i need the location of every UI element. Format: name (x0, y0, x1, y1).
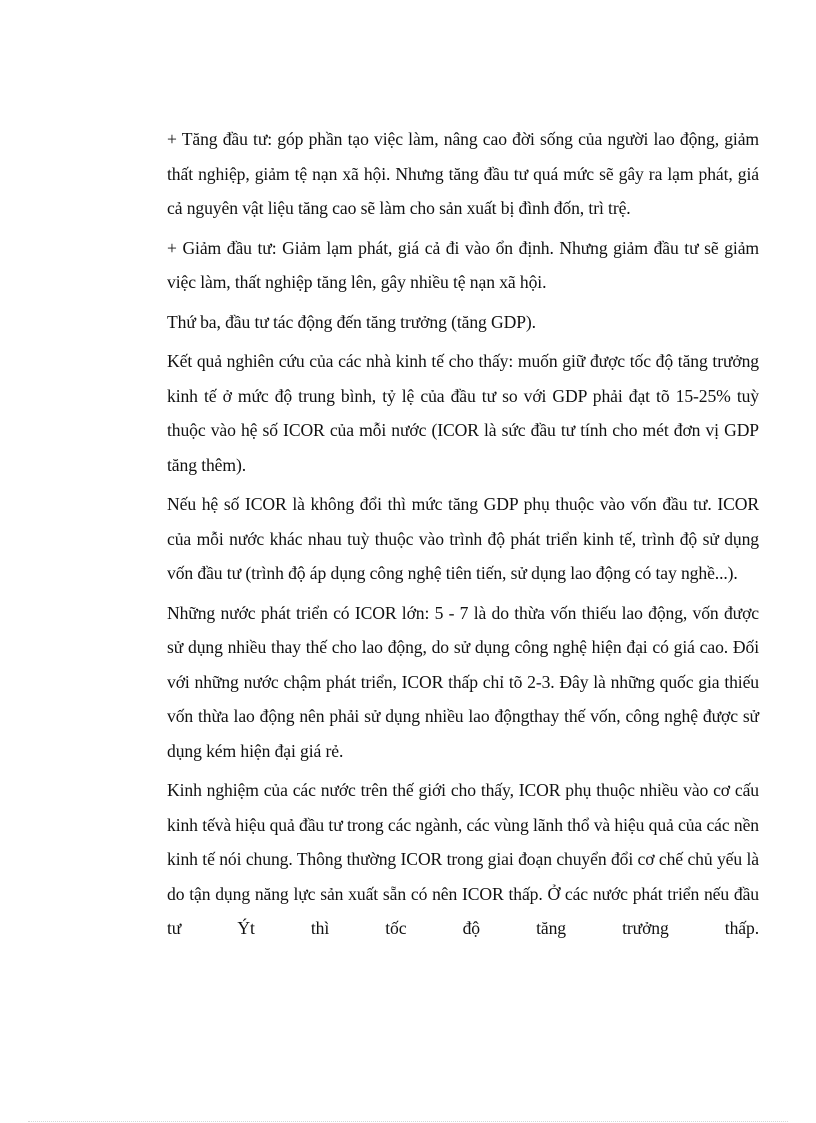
paragraph-icor-constant: Nếu hệ số ICOR là không đổi thì mức tăng GDP phụ thuộc vào vốn đầu tư. ICOR của mỗi nước khác nhau tuỳ thuộc vào trình độ phát triển kinh tế, trình độ sử dụng vốn đầu tư (trình độ áp dụng công nghệ tiên tiến, sử dụng lao động có tay nghề...). (167, 494, 759, 583)
document-body (167, 122, 759, 951)
paragraph-third-point: Thứ ba, đầu tư tác động đến tăng trưởng (tăng GDP). (167, 311, 536, 332)
page-bottom-rule (28, 1121, 788, 1122)
paragraph-research-results: Kết quả nghiên cứu của các nhà kinh tế cho thấy: muốn giữ được tốc độ tăng trưởng kinh tế ở mức độ trung bình, tỷ lệ của đầu tư so với GDP phải đạt tõ 15-25% tuỳ thuộc vào hệ số ICOR của mỗi nước (ICOR là sức đầu tư tính cho mét đơn vị GDP tăng thêm). (167, 351, 759, 475)
paragraph-increase-investment: + Tăng đầu tư: góp phần tạo việc làm, nâng cao đời sống của người lao động, giảm thất nghiệp, giảm tệ nạn xã hội. Nhưng tăng đầu tư quá mức sẽ gây ra lạm phát, giá cả nguyên vật liệu tăng cao sẽ làm cho sản xuất bị đình đốn, trì trệ. (167, 129, 759, 218)
paragraph-decrease-investment: + Giảm đầu tư: Giảm lạm phát, giá cả đi vào ổn định. Nhưng giảm đầu tư sẽ giảm việc làm, thất nghiệp tăng lên, gây nhiều tệ nạn xã hội. (167, 237, 759, 292)
paragraph-world-experience: Kinh nghiệm của các nước trên thế giới cho thấy, ICOR phụ thuộc nhiều vào cơ cấu kinh tếvà hiệu quả đầu tư trong các ngành, các vùng lãnh thổ và hiệu quả của các nền kinh tế nói chung. Thông thường ICOR trong giai đoạn chuyển đổi cơ chế chủ yếu là do tận dụng năng lực sản xuất sẵn có nên ICOR thấp. Ở các nước phát triển nếu đầu tư Ýt thì tốc độ tăng trưởng thấp. (167, 780, 759, 938)
paragraph-developed-countries: Những nước phát triển có ICOR lớn: 5 - 7 là do thừa vốn thiếu lao động, vốn được sử dụng nhiều thay thế cho lao động, do sử dụng công nghệ hiện đại có giá cao. Đối với những nước chậm phát triển, ICOR thấp chỉ tõ 2-3. Đây là những quốc gia thiếu vốn thừa lao động nên phải sử dụng nhiều lao độngthay thế vốn, công nghệ được sử dụng kém hiện đại giá rẻ. (167, 602, 759, 761)
